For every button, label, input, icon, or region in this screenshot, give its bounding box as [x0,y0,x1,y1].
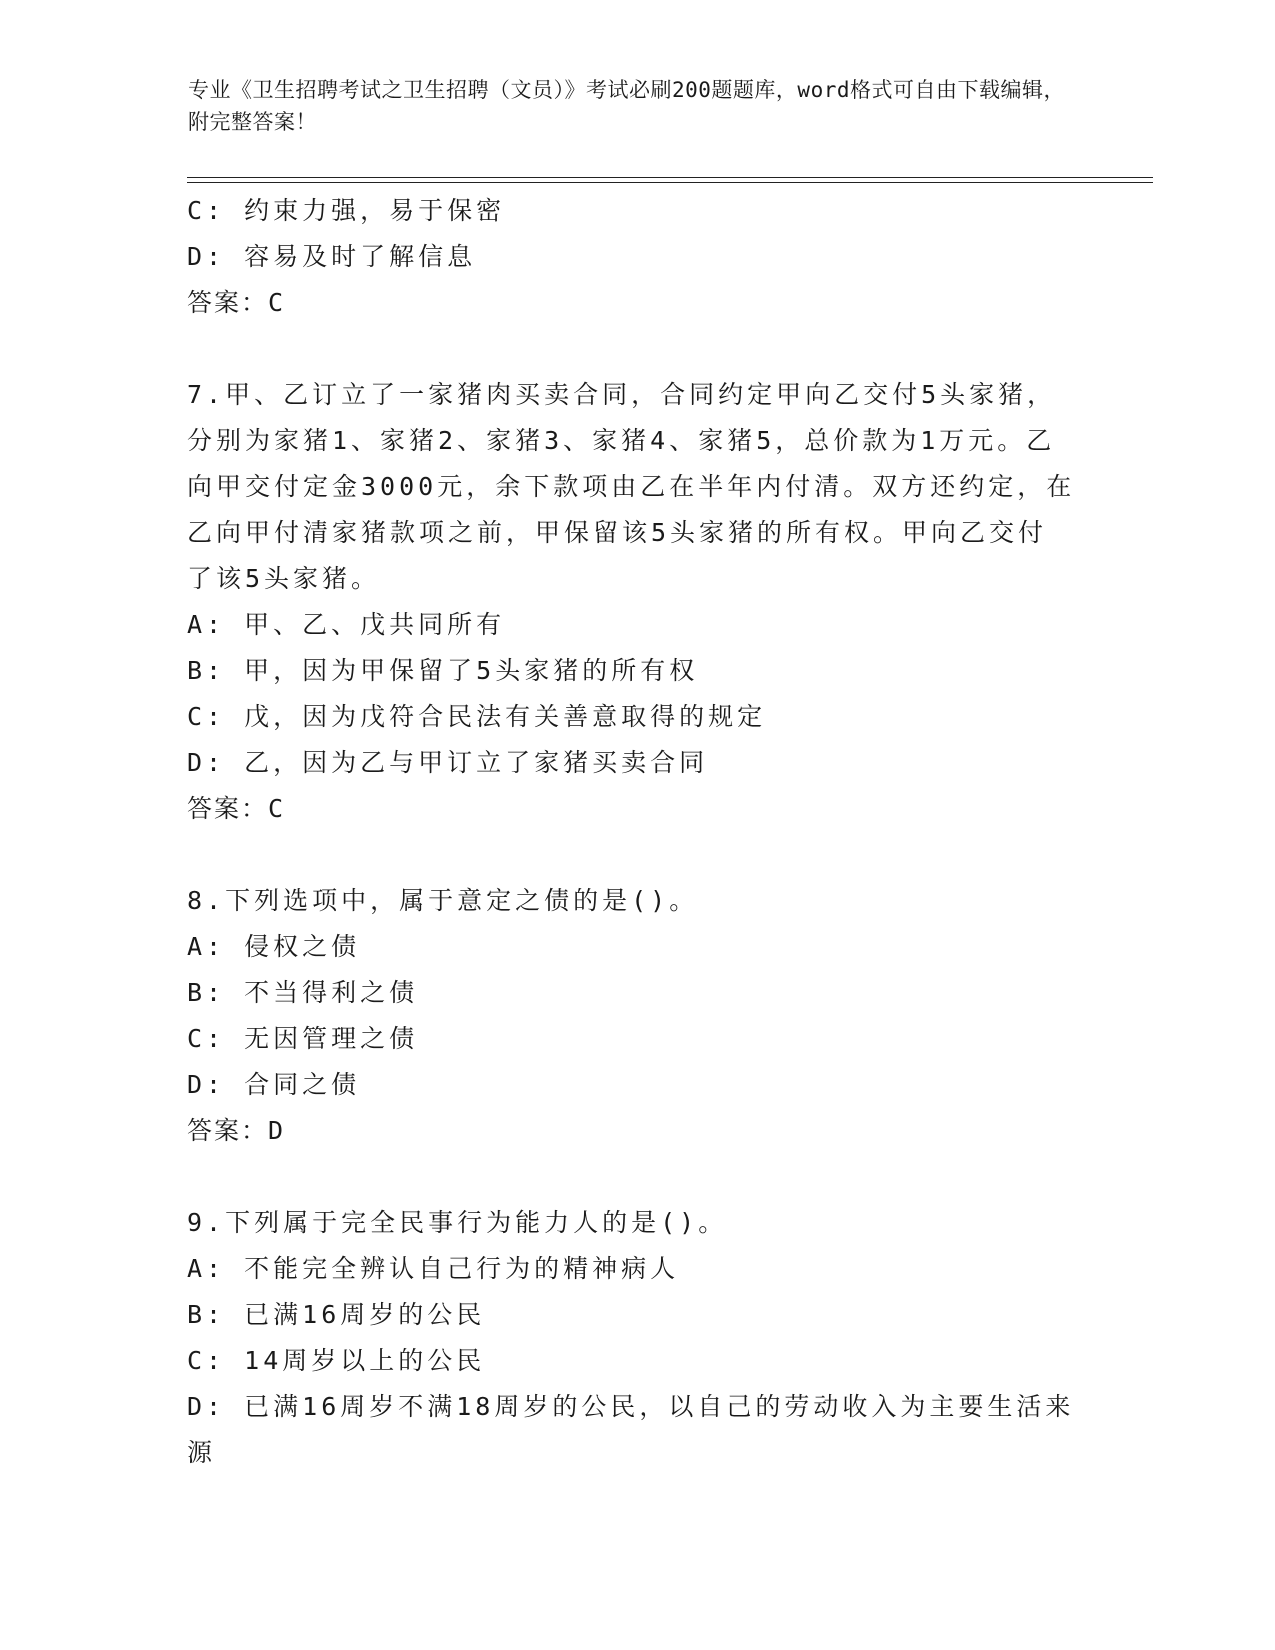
q6-option-c: C: 约束力强，易于保密 [187,196,506,225]
q6-answer: 答案：C [187,288,286,317]
q8-option-c: C: 无因管理之债 [187,1024,419,1053]
q8-option-a: A: 侵权之债 [187,932,361,961]
q8-answer: 答案：D [187,1116,286,1145]
q9-option-d-line: 源 [187,1438,217,1467]
q7-stem-line: 7.甲、乙订立了一家猪肉买卖合同，合同约定甲向乙交付5头家猪， [187,380,1057,409]
spacer [187,1154,1087,1200]
q9-option-d-line: D: 已满16周岁不满18周岁的公民，以自己的劳动收入为主要生活来 [187,1392,1075,1421]
q6-option-d: D: 容易及时了解信息 [187,242,477,271]
q9-option-b: B: 已满16周岁的公民 [187,1300,486,1329]
q8-option-b: B: 不当得利之债 [187,978,419,1007]
spacer [187,832,1087,878]
q7-option-d: D: 乙，因为乙与甲订立了家猪买卖合同 [187,748,709,777]
q7-stem-line: 向甲交付定金3000元，余下款项由乙在半年内付清。双方还约定，在 [187,472,1076,501]
q7-option-b: B: 甲，因为甲保留了5头家猪的所有权 [187,656,699,685]
header-rule-bottom [187,182,1153,183]
q7-option-a: A: 甲、乙、戊共同所有 [187,610,506,639]
document-header: 专业《卫生招聘考试之卫生招聘（文员）》考试必刷200题题库，word格式可自由下载编辑，附完整答案！ [188,78,1065,134]
q7-answer: 答案：C [187,794,286,823]
question-content [187,188,1087,1476]
q9-option-c: C: 14周岁以上的公民 [187,1346,486,1375]
spacer [187,326,1087,372]
q8-option-d: D: 合同之债 [187,1070,361,1099]
q7-stem-line: 分别为家猪1、家猪2、家猪3、家猪4、家猪5，总价款为1万元。乙 [187,426,1056,455]
q7-stem-line: 了该5头家猪。 [187,564,381,593]
q8-stem: 8.下列选项中，属于意定之债的是()。 [187,886,699,915]
q7-stem-line: 乙向甲付清家猪款项之前，甲保留该5头家猪的所有权。甲向乙交付 [187,518,1048,547]
q7-option-c: C: 戊，因为戊符合民法有关善意取得的规定 [187,702,767,731]
q9-option-a: A: 不能完全辨认自己行为的精神病人 [187,1254,680,1283]
q9-stem: 9.下列属于完全民事行为能力人的是()。 [187,1208,728,1237]
header-rule-top [187,177,1153,178]
